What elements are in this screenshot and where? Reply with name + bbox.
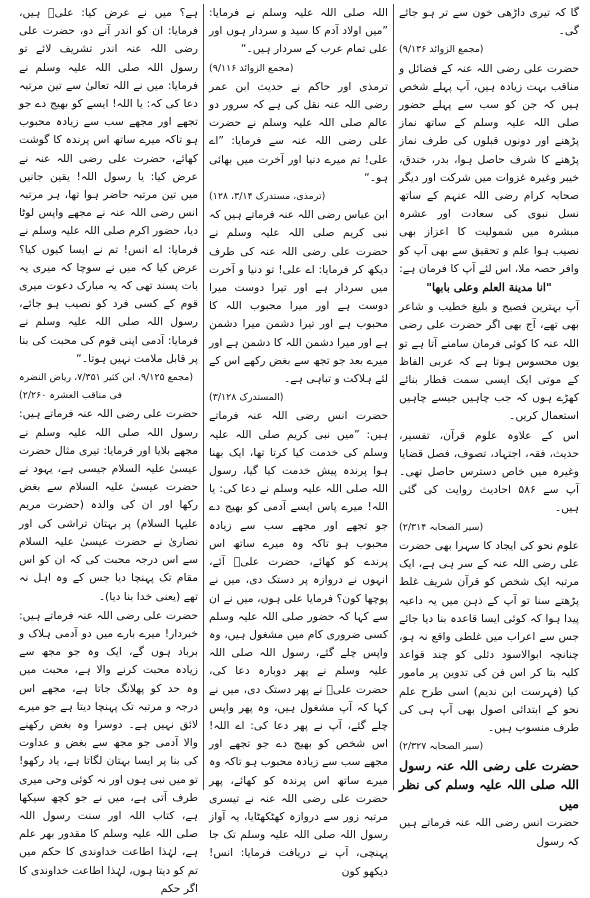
citation: (ترمذی، مستدرک ۳/۱۴، ۱۲۸) [209,191,326,203]
column-middle [204,4,394,878]
citation: (مجمع الزوائد ۹/۱۳۶) [399,44,484,56]
citation: (سیر الصحابہ ۲/۳۱۴) [399,521,484,533]
citation: (مجمع ۹/۱۲۵، ابن کثیر ۷/۳۵۱، ریاض النضرہ فی مناقب العشرہ ۲/۲۶۰) [19,372,194,402]
paragraph: حضرت علی رضی اللہ عنہ کے فضائل و مناقب بہت زیادہ ہیں، آپ پہلے شخص ہیں کہ جن کو سب سے پہلے حضور صلی اللہ علیہ وسلم کے ساتھ نماز پڑھنے اور دونوں قبلوں کی طرف نماز پڑھنے کا شرف حاصل ہوا، بدر، خندق، خیبر وغیرہ غزوات میں شرکت اور دیگر صحابہ کرام رضی اللہ عنہم کے ساتھ نسل نبوی کی سعادت اور عشرہ مبشرہ میں شمولیت کا اعزاز بھی نصیب ہوا علم و تحقیق سے بھی آپ کو وافر حصہ ملا، اس لئے آپ کا فرمان ہے: [399,61,579,275]
arabic-quote: "انا مدينة العلم وعلى بابها" [426,281,552,295]
paragraph: حضرت علی رضی اللہ عنہ فرماتے ہیں: خبردار! میرے بارے میں دو آدمی ہلاک و برباد ہوں گے، ایک وہ جو مجھ سے زیادہ محبت کرنے والا ہے، محبت میں وہ حد کو پھلانگ جاتا ہے، مجھے اس درجہ و مرتبہ تک پہنچا دیتا ہے جو میرے لائق نہیں ہے۔ دوسرا وہ بغض رکھنے والا آدمی جو مجھ سے بغض و عداوت کی بنا پر ایسا بہتان لگاتا ہے، یاد رکھو! تو میں نبی ہوں اور نہ کوئی وحی میری طرف آتی ہے، میں نے جو کچھ سیکھا ہے، کتاب اللہ اور سنت رسول اللہ صلی اللہ علیہ وسلم کا مقدور بھر علم ہے، لہٰذا اطاعت خداوندی کا حکم میں تم کو دیتا ہوں، لہٰذا اطاعت خداوندی کا اگر حکم [19,608,198,895]
paragraph: ترمذی اور حاکم نے حدیث ابن عمر رضی اللہ عنہ نقل کی ہے کہ سرور دو عالم صلی اللہ علیہ وسلم نے حضرت علی رضی اللہ عنہ سے فرمایا: ”اے علی! تم میرے دنیا اور آخرت میں بھائی ہو۔“ [209,79,388,184]
citation: (مجمع الزوائد ۹/۱۱۶) [209,62,294,74]
citation: (سیر الصحابہ ۲/۳۲۷) [399,741,484,753]
paragraph: حضرت انس رضی اللہ عنہ فرماتے ہیں: ”میں نبی کریم صلی اللہ علیہ وسلم کی خدمت کیا کرتا تھا، ایک بھنا ہوا پرندہ پیش خدمت کیا گیا، رسول اللہ صلی اللہ علیہ وسلم نے دعا کی: یا اللہ! میرے پاس ایسے آدمی کو بھیج دے جو تجھے اور مجھے سب سے زیادہ محبوب ہو تاکہ وہ میرے ساتھ اس پرندے کو کھائے، حضرت علیؓ آئے، انہوں نے دروازہ پر دستک دی، میں نے پوچھا کون؟ فرمایا علی ہوں، میں نے ان سے کہا کہ حضور صلی اللہ علیہ وسلم کسی ضروری کام میں مشغول ہیں، وہ واپس چلے گئے، رسول اللہ صلی اللہ علیہ وسلم نے پھر دوبارہ دعا کی، حضرت علیؓ نے پھر دستک دی، میں نے کہا کہ آپ مشغول ہیں، وہ پھر واپس چلے گئے، آپ نے پھر دعا کی: اے اللہ! اس شخص کو بھیج دے جو تجھے اور مجھے سب سے زیادہ محبوب ہو تاکہ وہ میرے ساتھ اس پرندہ کو کھائے، پھر حضرت علی رضی اللہ عنہ نے تیسری مرتبہ زور سے دروازہ کھٹکھٹایا، یہ آواز رسول اللہ صلی اللہ علیہ وسلم تک جا پہنچی، آپ نے دریافت فرمایا: انس! دیکھو کون [209,409,388,878]
paragraph: ہے؟ میں نے عرض کیا: علیؓ ہیں، فرمایا: ان کو اندر آنے دو، حضرت علی رضی اللہ عنہ اندر تشریف لائے تو رسول اللہ صلی اللہ علیہ وسلم نے فرمایا: میں نے اللہ تعالیٰ سے تین مرتبہ دعا کی کہ: یا اللہ! ایسے کو بھیج دے جو تجھے اور مجھے سب سے زیادہ محبوب ہو تاکہ میرے ساتھ اس پرندہ کا گوشت کھائے، حضرت علی رضی اللہ عنہ نے عرض کیا: یا رسول اللہ! یقین جانیں میں تین مرتبہ حاضر ہوا تھا، ہر مرتبہ انس رضی اللہ عنہ نے مجھے واپس لوٹا دیا، حضور اکرم صلی اللہ علیہ وسلم نے فرمایا: اے انس! تم نے ایسا کیوں کیا؟ عرض کیا کہ میں نے سوچا کہ میری یہ بات پسند تھی کہ یہ مبارک دعوت میری قوم کے کسی فرد کو نصیب ہو جائے، رسول اللہ صلی اللہ علیہ وسلم نے فرمایا: آدمی اپنی قوم کی محبت کی بنا پر قابل ملامت نہیں ہوتا۔“ [19,6,198,365]
column-left [14,4,204,895]
section-heading: حضرت علی رضی اللہ عنہ رسول اللہ صلی اللہ علیہ وسلم کی نظر میں [399,758,579,812]
paragraph: آپ بہترین فصیح و بلیغ خطیب و شاعر بھی تھے، آج بھی اگر حضرت علی رضی اللہ عنہ کا کوئی فرمان سامنے آتا ہے تو یوں محسوس ہوتا ہے کہ عربی الفاظ کے موتی ایک ایسی سمت قطار بنائے کھڑے ہوں کہ جب چاہیں جیسے چاہیں استعمال کریں۔ [399,300,579,423]
citation: (المستدرک ۳/۱۲۸) [209,392,284,404]
paragraph: علوم نحو کی ایجاد کا سہرا بھی حضرت علی رضی اللہ عنہ کے سر ہی ہے، ایک مرتبہ ایک شخص کو قرآن شریف غلط پڑھتے سنا تو آپ کے ذہن میں یہ داعیہ پیدا ہوا کہ کوئی ایسا قاعدہ بنا دیا جائے جس سے اعراب میں غلطی واقع نہ ہو، چنانچہ ابوالاسود دئلی کو چند قواعد کلیہ بتا کر اس فن کی تدوین پر مامور کیا (فہرست ابن ندیم) اسی طرح علم نحو کے ابتدائی اصول بھی آپ ہی کی طرف منسوب ہیں۔ [399,538,579,734]
column-right [394,4,584,848]
paragraph: حضرت علی رضی اللہ عنہ فرماتے ہیں: رسول اللہ صلی اللہ علیہ وسلم نے مجھے بلایا اور فرمایا: تیری مثال حضرت عیسیٰ علیہ السلام جیسی ہے، یہود نے حضرت عیسیٰ علیہ السلام سے بغض رکھا اور ان کی والدہ (حضرت مریم علیہا السلام) پر بہتان تراشی کی اور نصاریٰ نے حضرت عیسیٰ علیہ السلام سے اس درجہ محبت کی کہ ان کو اس مقام تک پہنچا دیا جس کے وہ اہل نہ تھے (یعنی خدا بنا دیا)۔ [19,407,198,603]
paragraph: ابن عباس رضی اللہ عنہ فرماتے ہیں کہ نبی کریم صلی اللہ علیہ وسلم نے حضرت علی رضی اللہ عنہ کی طرف دیکھ کر فرمایا: اے علی! تو دنیا و آخرت میں سردار ہے اور تیرا دوست میرا دوست ہے اور میرا محبوب اللہ کا محبوب ہے اور تیرا دشمن میرا دشمن ہے اور میرا دشمن اللہ کا دشمن ہے اور میرے بعد جو تجھ سے بغض رکھے اس کے لئے ہلاکت و تباہی ہے۔ [209,208,388,386]
paragraph: اللہ صلی اللہ علیہ وسلم نے فرمایا: ”میں اولاد آدم کا سید و سردار ہوں اور علی تمام عرب کے سردار ہیں۔“ [209,6,388,56]
paragraph: حضرت انس رضی اللہ عنہ فرماتے ہیں کہ رسول [399,816,579,848]
paragraph: گا کہ تیری داڑھی خون سے تر ہو جائے گی۔ [399,6,579,38]
paragraph: اس کے علاوہ علوم قرآن، تفسیر، حدیث، فقہ، اجتہاد، تصوف، فصل قضایا وغیرہ میں خاص دسترس حاصل تھی۔ آپ سے ۵۸۶ احادیث روایت کی گئی ہیں۔ [399,428,579,515]
